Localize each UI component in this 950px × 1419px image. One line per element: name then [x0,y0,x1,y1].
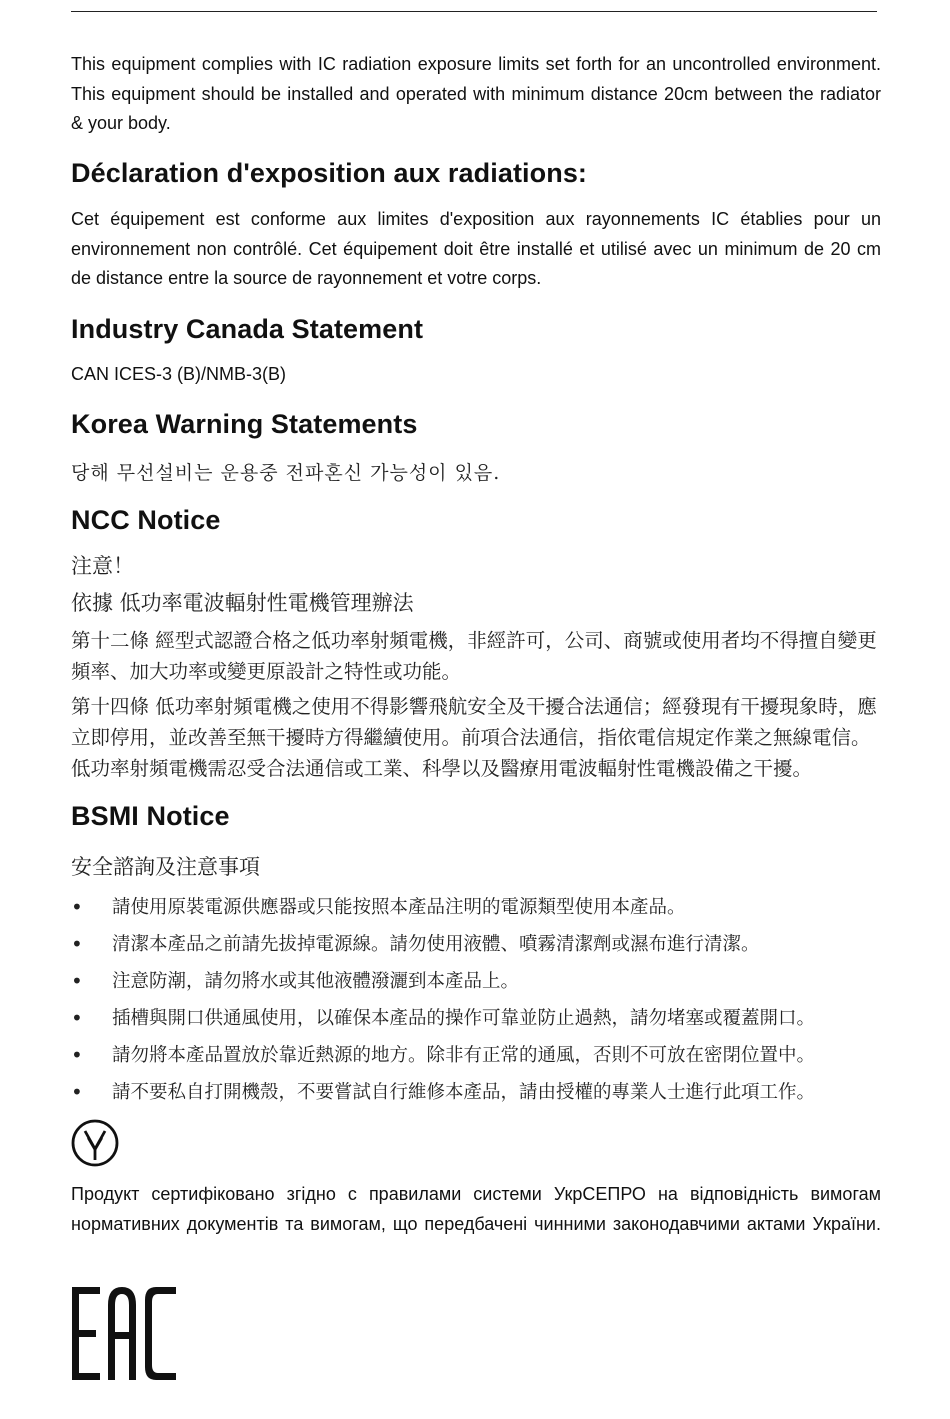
list-item-text: 請勿將本產品置放於靠近熱源的地方。除非有正常的通風，否則不可放在密閉位置中。 [112,1045,816,1066]
list-item-text: 清潔本產品之前請先拔掉電源線。請勿使用液體、噴霧清潔劑或濕布進行清潔。 [112,934,760,955]
ncc-heading: NCC Notice [71,505,221,535]
bsmi-heading: BSMI Notice [71,801,230,831]
ncc-article-14: 第十四條 低功率射頻電機之使用不得影響飛航安全及干擾合法通信；經發現有干擾現象時，應立即停用，並改善至無干擾時方得繼續使用。前項合法通信，指依電信規定作業之無線電信。低功率射頻電機需忍受合法通信或工業、科學以及醫療用電波輻射性電機設備之干擾。 [71,695,877,780]
bsmi-list [71,892,883,1114]
bullet-icon: • [71,932,83,956]
ncc-basis: 依據 低功率電波輻射性電機管理辦法 [71,591,414,615]
list-item-text: 插槽與開口供通風使用，以確保本產品的操作可靠並防止過熱，請勿堵塞或覆蓋開口。 [112,1008,816,1029]
list-item [71,892,883,929]
list-item [71,966,883,1003]
canada-text: CAN ICES-3 (B)/NMB-3(B) [71,364,287,384]
ukraine-paragraph: Продукт сертифіковано згідно с правилами системи УкрСЕПРО на відповідність вимогам нормативних документів та вимогам, що передбачені чинними законодавчими актами України. [71,1184,881,1234]
list-item [71,929,883,966]
bullet-icon: • [71,1043,83,1067]
list-item-text: 請不要私自打開機殼，不要嘗試自行維修本產品，請由授權的專業人士進行此項工作。 [112,1082,816,1103]
korea-text: 당해 무선설비는 운용중 전파혼신 가능성이 있음. [71,462,501,484]
bullet-icon: • [71,1080,83,1104]
ncc-article-12: 第十二條 經型式認證合格之低功率射頻電機，非經許可，公司、商號或使用者均不得擅自變更頻率、加大功率或變更原設計之特性或功能。 [71,629,877,683]
list-item-text: 請使用原裝電源供應器或只能按照本產品注明的電源類型使用本產品。 [112,897,686,918]
fr-exposure-heading: Déclaration d'exposition aux radiations: [71,158,588,188]
fr-exposure-paragraph: Cet équipement est conforme aux limites d'exposition aux rayonnements IC établies pour un environnement non contrôlé. Cet équipement doit être installé et utilisé avec un minimum de 20 cm de distance entre la source de rayonnement et votre corps. [71,209,881,288]
bullet-icon: • [71,895,83,919]
ic-exposure-paragraph: This equipment complies with IC radiation exposure limits set forth for an uncontrolled environment. This equipment should be installed and operated with minimum distance 20cm between the radiator & your body. [71,54,881,133]
list-item [71,1077,883,1114]
ukrsepro-mark-icon [71,1116,121,1170]
bullet-icon: • [71,969,83,993]
top-rule [71,11,877,12]
ncc-attention: 注意！ [71,554,134,578]
korea-heading: Korea Warning Statements [71,409,418,439]
canada-heading: Industry Canada Statement [71,314,424,344]
list-item [71,1040,883,1077]
bsmi-subtitle: 安全諮詢及注意事項 [71,855,260,879]
eac-mark-icon [72,1287,177,1380]
list-item [71,1003,883,1040]
list-item-text: 注意防潮，請勿將水或其他液體潑灑到本產品上。 [112,971,520,992]
bullet-icon: • [71,1006,83,1030]
